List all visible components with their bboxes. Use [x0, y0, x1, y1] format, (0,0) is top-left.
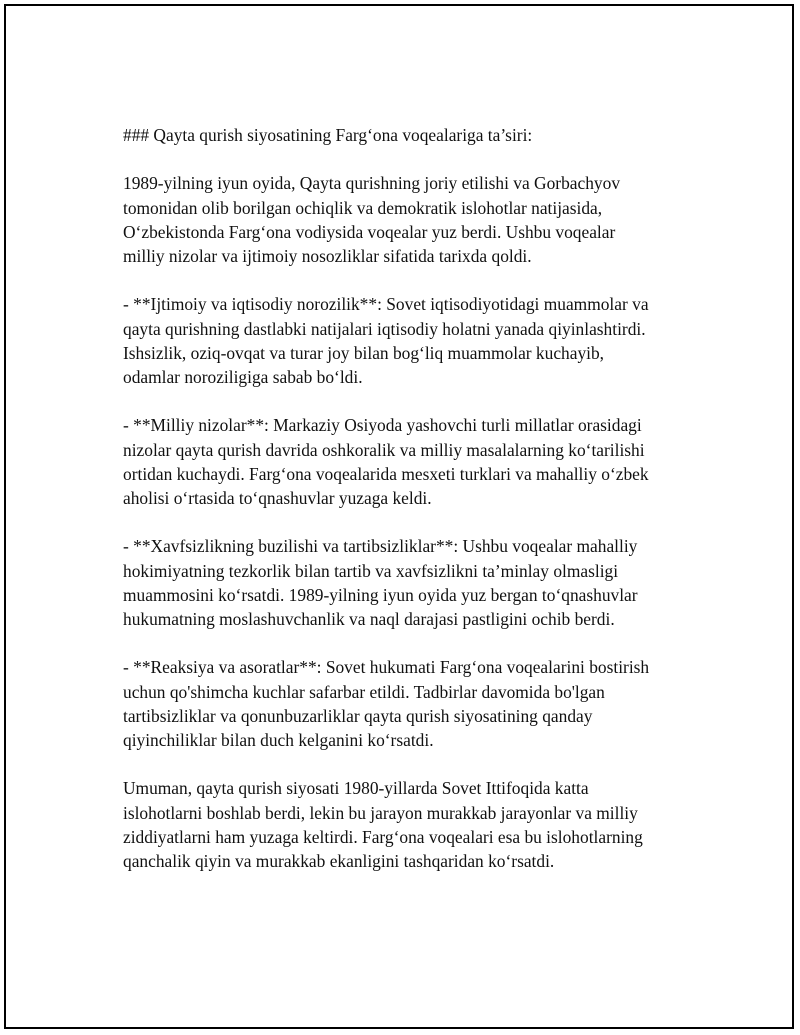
page-frame: [4, 4, 794, 1029]
bullet-national-conflicts: - **Milliy nizolar**: Markaziy Osiyoda yashovchi turli millatlar orasidagi nizolar qayta qurish davrida oshkoralik va milliy masalalarning ko‘tarilishi ortidan kuchaydi. Farg‘ona voqealarida mesxeti turklari va mahalliy o‘zbek aholisi o‘rtasida to‘qnashuvlar yuzaga keldi.: [123, 415, 649, 508]
document-body: [123, 123, 703, 873]
document-heading: ### Qayta qurish siyosatining Farg‘ona voqealariga ta’siri:: [123, 125, 533, 145]
bullet-security-disorder: - **Xavfsizlikning buzilishi va tartibsizliklar**: Ushbu voqealar mahalliy hokimiyatning tezkorlik bilan tartib va xavfsizlikni ta’minlay olmasligi muammosini ko‘rsatdi. 1989-yilning iyun oyida yuz bergan to‘qnashuvlar hukumatning moslashuvchanlik va naql darajasi pastligini ochib berdi.: [123, 536, 638, 629]
bullet-social-economic: - **Ijtimoiy va iqtisodiy norozilik**: Sovet iqtisodiyotidagi muammolar va qayta qurishning dastlabki natijalari iqtisodiy holatni yanada qiyinlashtirdi. Ishsizlik, oziq-ovqat va turar joy bilan bog‘liq muammolar kuchayib, odamlar noroziligiga sabab bo‘ldi.: [123, 294, 649, 387]
conclusion-paragraph: Umuman, qayta qurish siyosati 1980-yillarda Sovet Ittifoqida katta islohotlarni boshlab berdi, lekin bu jarayon murakkab jarayonlar va milliy ziddiyatlarni ham yuzaga keltirdi. Farg‘ona voqealari esa bu islohotlarning qanchalik qiyin va murakkab ekanligini tashqaridan ko‘rsatdi.: [123, 778, 643, 871]
bullet-reaction-consequences: - **Reaksiya va asoratlar**: Sovet hukumati Farg‘ona voqealarini bostirish uchun qo'shimcha kuchlar safarbar etildi. Tadbirlar davomida bo'lgan tartibsizliklar va qonunbuzarliklar qayta qurish siyosatining qanday qiyinchiliklar bilan duch kelganini ko‘rsatdi.: [123, 657, 650, 750]
intro-paragraph: 1989-yilning iyun oyida, Qayta qurishning joriy etilishi va Gorbachyov tomonidan olib borilgan ochiqlik va demokratik islohotlar natijasida, O‘zbekistonda Farg‘ona vodiysida voqealar yuz berdi. Ushbu voqealar milliy nizolar va ijtimoiy nosozliklar sifatida tarixda qoldi.: [123, 173, 621, 266]
